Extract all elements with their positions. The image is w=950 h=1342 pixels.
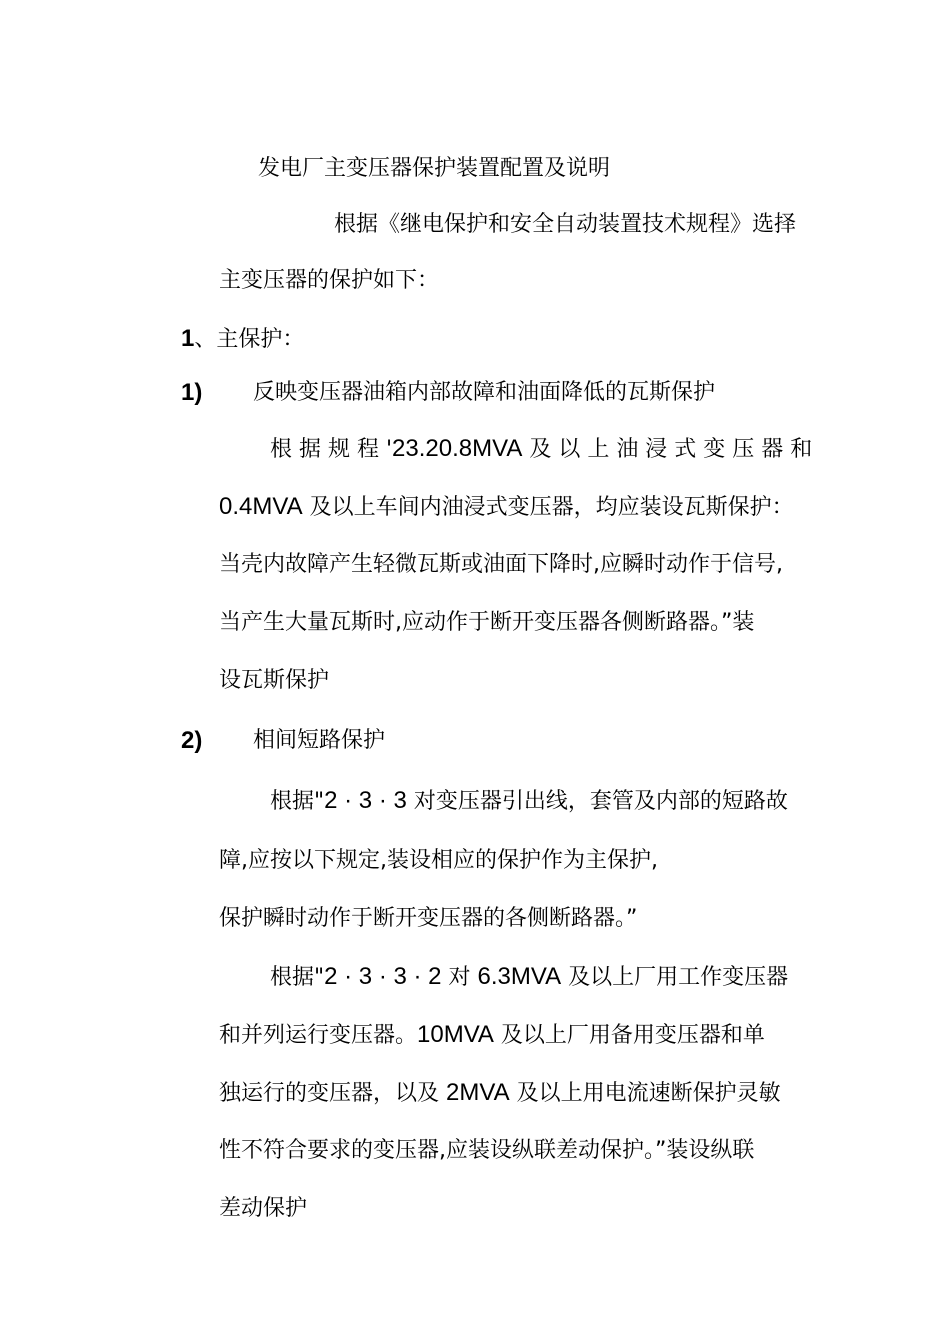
item-2-a-line-2-text: 障,应按以下规定,装设相应的保护作为主保护, — [219, 848, 658, 873]
item-2-heading — [253, 726, 385, 756]
item-1-heading — [253, 378, 715, 408]
section-label: 、主保护： — [194, 327, 305, 352]
item-1-p1-prefix: 根 据 规 程 ' — [270, 437, 393, 462]
item-2-b-line-4-text: 性不符合要求的变压器,应装设纵联差动保护。”装设纵联 — [219, 1138, 755, 1163]
item-2-b-line-3-prefix: 独运行的变压器，以及 — [219, 1081, 446, 1106]
item-1-p2-suffix: 及以上车间内油浸式变压器，均应装设瓦斯保护： — [302, 495, 794, 520]
item-2-b-line-2-suffix: 及以上厂用备用变压器和单 — [493, 1023, 765, 1048]
item-2-para-a-line-2 — [219, 846, 658, 876]
item-2-b-mid: 对 — [441, 965, 478, 990]
item-2-para-b-line-2 — [219, 1020, 765, 1051]
item-1-para-line-4 — [219, 608, 754, 638]
document-title-text: 发电厂主变压器保护装置配置及说明 — [258, 156, 611, 181]
item-2-b-line-3-value: 2MVA — [446, 1079, 510, 1106]
item-1-para-line-3 — [219, 550, 783, 580]
item-2-a-prefix: 根据" — [270, 789, 325, 814]
item-2-para-a-line-3 — [219, 904, 637, 934]
item-1-p4-text: 当产生大量瓦斯时,应动作于断开变压器各侧断路器。”装 — [219, 610, 755, 635]
item-2-a-suffix: 对变压器引出线，套管及内部的短路故 — [406, 789, 788, 814]
item-2-para-b-line-4 — [219, 1136, 754, 1166]
item-2-b-value: 2 · 3 · 3 · 2 — [324, 963, 442, 990]
item-1-para-line-5 — [219, 666, 329, 696]
item-1-p1-value: 23.20.8MVA — [392, 435, 523, 462]
item-1-para-line-1 — [270, 434, 824, 465]
section-number: 1 — [181, 325, 195, 352]
intro-line-1-text: 根据《继电保护和安全自动装置技术规程》选择 — [334, 212, 797, 237]
item-2-b-line-2-prefix: 和并列运行变压器。 — [219, 1023, 418, 1048]
item-1-p1-suffix: 及 以 上 油 浸 式 变 压 器 和 — [522, 437, 813, 462]
intro-line-2 — [219, 266, 439, 296]
item-2-para-b-line-5 — [219, 1194, 307, 1224]
item-2-para-b-line-1 — [270, 962, 788, 993]
item-1-para-line-2 — [219, 492, 794, 523]
item-1-p5-text: 设瓦斯保护 — [219, 668, 330, 693]
intro-line-2-text: 主变压器的保护如下： — [219, 268, 440, 293]
section-heading — [181, 324, 304, 355]
item-2-b-suffix: 及以上厂用工作变压器 — [561, 965, 789, 990]
intro-line-1 — [334, 210, 796, 240]
item-1-p2-value: 0.4MVA — [219, 493, 303, 520]
item-2-para-b-line-3 — [219, 1078, 781, 1109]
item-2-b-value-2: 6.3MVA — [477, 963, 562, 990]
item-2-b-line-2-value: 10MVA — [417, 1021, 494, 1048]
item-1-p3-text: 当壳内故障产生轻微瓦斯或油面下降时,应瞬时动作于信号, — [219, 552, 783, 577]
item-2-b-line-3-suffix: 及以上用电流速断保护灵敏 — [509, 1081, 781, 1106]
item-2-b-prefix: 根据" — [270, 965, 325, 990]
item-1-heading-text: 反映变压器油箱内部故障和油面降低的瓦斯保护 — [253, 380, 716, 405]
item-2-heading-text: 相间短路保护 — [253, 728, 386, 753]
document-title — [258, 154, 610, 184]
item-2-a-line-3-text: 保护瞬时动作于断开变压器的各侧断路器。” — [219, 906, 638, 931]
item-1-marker: 1) — [181, 379, 203, 406]
item-2-para-a-line-1 — [270, 786, 788, 817]
item-2-a-value: 2 · 3 · 3 — [324, 787, 407, 814]
item-2-b-line-5-text: 差动保护 — [219, 1196, 308, 1221]
item-2-marker: 2) — [181, 727, 203, 754]
